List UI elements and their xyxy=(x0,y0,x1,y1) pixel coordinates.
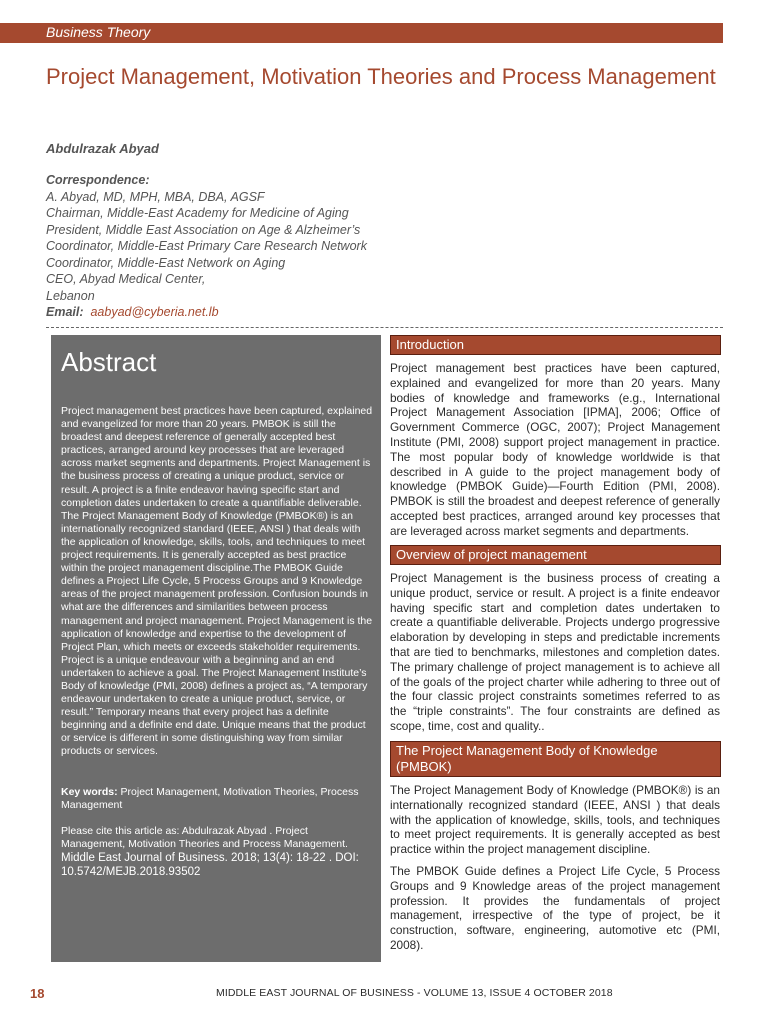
page-number: 18 xyxy=(30,986,45,1001)
correspondence-line: A. Abyad, MD, MPH, MBA, DBA, AGSF xyxy=(46,189,265,204)
abstract-body: Project management best practices have been captured, explained and evangelized for more than 20 years. PMBOK is still the broadest and deepest reference of generally accepted best practices, arranged around key processes that are leveraged across market segments and departments. Project Management is the business process of creating a unique product, service or result. A project is a finite endeavor having specific start and completion dates undertaken to create a quantifiable deliverable. The Project Management Body of Knowledge (PMBOK®) is an internationally recognized standard (IEEE, ANSI ) that deals with the application of knowledge, skills, tools, and techniques to meet project requirements. It is generally accepted as best practice within the project management discipline.The PMBOK Guide defines a Project Life Cycle, 5 Process Groups and 9 Knowledge areas of the project management profession. Confusion bounds in what are the differences and similarities between process management and project management. Project Management is the application of knowledge and expertise to the development of Project Plan, which meets or exceeds stakeholder requirements. Project is a unique endeavour with a beginning and an end undertaken to achieve a goal. The Project Management Institute’s Body of knowledge (PMI, 2008) defines a project as, “A temporary endeavour undertaken to create a unique product, service, or result.” Temporary means that every project has a definite beginning and a definite end date. Unique means that the product or service is different in some distinguishing way from similar products or services. xyxy=(61,405,373,758)
correspondence-line: Coordinator, Middle-East Network on Aging xyxy=(46,255,286,270)
paragraph: Project Management is the business process of creating a unique product, service or result. A project is a finite endeavor having specific start and completion dates undertaken to create a quantifiable deliverable. Projects undergo progressive elaboration by developing in steps and predictable increments that are tied to benchmarks, milestones and completion dates. The primary challenge of project management is to achieve all of the goals of the project charter while adhering to three out of the four classic project constraints sometimes referred to as the “triple constraints”. The four constraints are defined as scope, time, cost and quality.. xyxy=(390,571,720,733)
section-bar xyxy=(0,23,723,43)
correspondence-line: CEO, Abyad Medical Center, xyxy=(46,272,206,286)
keywords-label: Key words: xyxy=(61,786,118,798)
article-title: Project Management, Motivation Theories and Process Management xyxy=(46,64,716,89)
section-label: Business Theory xyxy=(46,24,151,40)
section-heading-introduction xyxy=(390,335,721,355)
correspondence-block xyxy=(46,172,367,321)
paragraph: Project management best practices have been captured, explained and evangelized for more than 20 years. Many bodies of knowledge and frameworks (e.g., International Project Management Association [IPMA], 2006; Office of Government Commerce (OGC, 2007); Project Management Institute (PMI, 2008) support project management in practice. The most popular body of knowledge worldwide is that described in A guide to the project management body of knowledge (PMBOK Guide)—Fourth Edition (PMI, 2008). PMBOK is still the broadest and deepest reference of generally accepted best practices, arranged around key processes that are leveraged across market segments and departments. xyxy=(390,361,720,538)
citation-journal: Middle East Journal of Business. 2018; 13(4): 18-22 . DOI: 10.5742/MEJB.2018.93502 xyxy=(61,852,359,878)
section-heading-overview xyxy=(390,545,721,565)
keywords xyxy=(61,786,374,812)
section-heading-text: Overview of project management xyxy=(396,547,587,562)
paragraph: The PMBOK Guide defines a Project Life Cycle, 5 Process Groups and 9 Knowledge areas of the project management profession. It provides the fundamentals of project management, irrespective of the type of project, be it construction, software, engineering, automotive etc (PMI, 2008). xyxy=(390,864,720,952)
email-label: Email: xyxy=(46,305,84,319)
correspondence-line: Chairman, Middle-East Academy for Medicine of Aging xyxy=(46,206,349,220)
author-name: Abdulrazak Abyad xyxy=(46,141,159,156)
citation-intro: Please cite this article as: Abdulrazak Abyad . Project Management, Motivation Theories and Process Management. xyxy=(61,825,348,850)
correspondence-line: Coordinator, Middle-East Primary Care Research Network xyxy=(46,239,367,253)
correspondence-line: President, Middle East Association on Age & Alzheimer’s xyxy=(46,222,361,237)
keywords-text: Project Management, Motivation Theories, Process Management xyxy=(61,786,359,811)
section-heading-pmbok xyxy=(390,741,721,777)
paragraph: The Project Management Body of Knowledge (PMBOK®) is an internationally recognized standard (IEEE, ANSI ) that deals with the application of knowledge, skills, tools, and techniques to meet project requirements. It is generally accepted as best practice within the project management discipline. xyxy=(390,783,720,857)
abstract-box xyxy=(51,335,381,962)
journal-footer: MIDDLE EAST JOURNAL OF BUSINESS - VOLUME 13, ISSUE 4 OCTOBER 2018 xyxy=(216,987,613,999)
abstract-heading: Abstract xyxy=(61,347,157,377)
email-link[interactable]: aabyad@cyberia.net.lb xyxy=(90,305,219,319)
dashed-divider xyxy=(46,327,723,328)
correspondence-heading: Correspondence: xyxy=(46,173,150,187)
section-heading-text: The Project Management Body of Knowledge (PMBOK) xyxy=(396,743,658,774)
correspondence-line: Lebanon xyxy=(46,288,95,303)
email-line xyxy=(46,304,367,321)
section-heading-text: Introduction xyxy=(396,337,464,352)
citation xyxy=(61,825,374,879)
